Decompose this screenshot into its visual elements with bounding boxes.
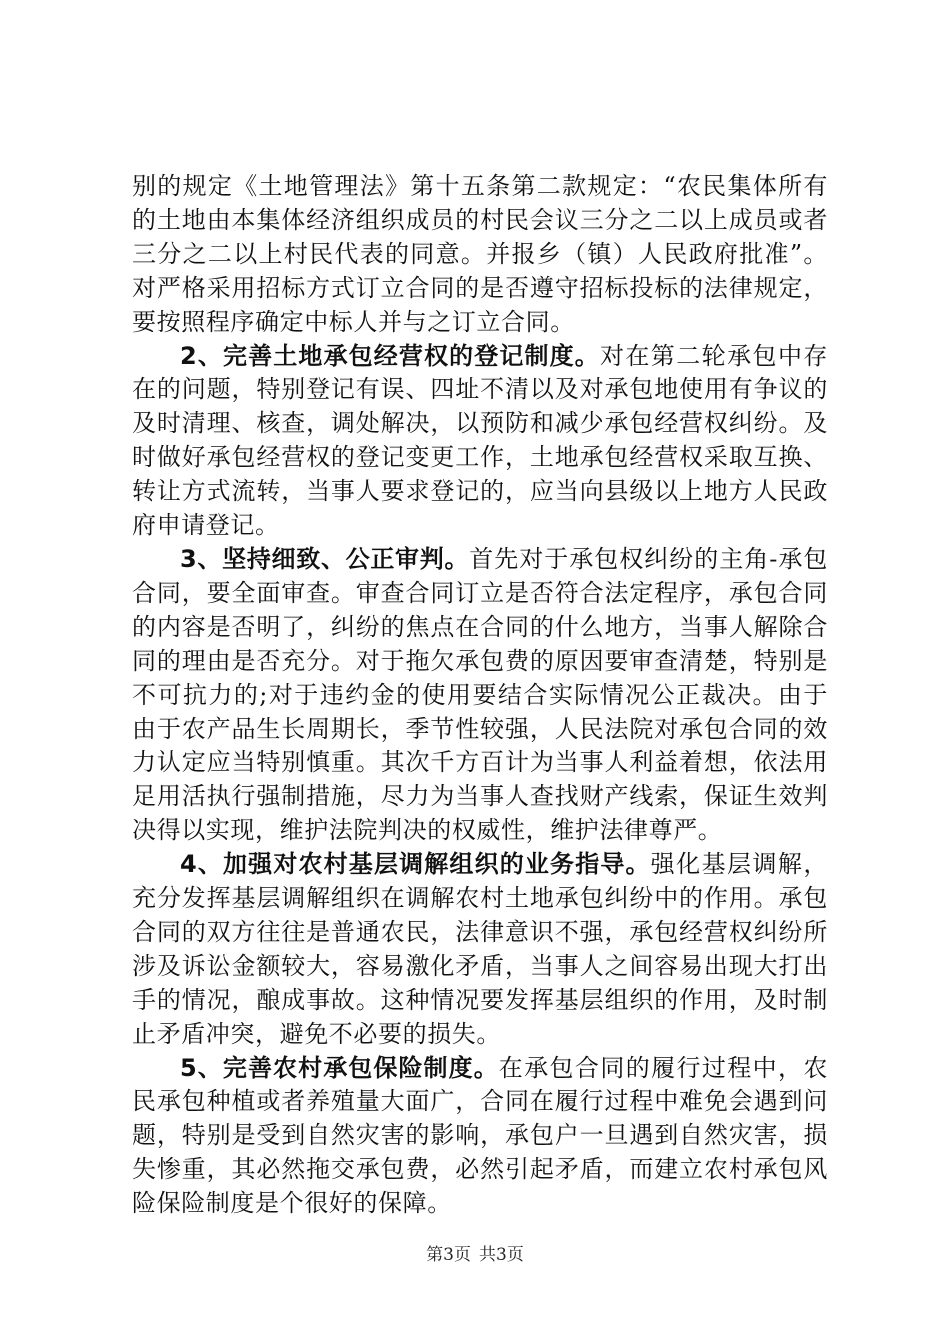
page-total: 共3页 — [479, 1245, 524, 1265]
paragraph-land-registration — [132, 340, 828, 543]
paragraph-body: 在承包合同的履行过程中，农民承包种植或者养殖量大面广，合同在履行过程中难免会遇到问题，特别是受到自然灾害的影响，承包户一旦遇到自然灾害，损失惨重，其必然拖交承包费，必然引起矛盾，而建立农村承包风险保险制度是个很好的保障。 — [132, 1053, 828, 1218]
paragraph-body: 别的规定《土地管理法》第十五条第二款规定：“农民集体所有的土地由本集体经济组织成员的村民会议三分之二以上成员或者三分之二以上村民代表的同意。并报乡（镇）人民政府批准”。对严格采用招标方式订立合同的是否遵守招标投标的法律规定，要按照程序确定中标人并与之订立合同。 — [132, 172, 828, 336]
paragraph-heading: 4、加强对农村基层调解组织的业务指导。 — [180, 850, 651, 879]
paragraph-body: 对在第二轮承包中存在的问题，特别登记有误、四址不清以及对承包地使用有争议的及时清理、核查，调处解决，以预防和减少承包经营权纠纷。及时做好承包经营权的登记变更工作，土地承包经营权采取互换、转让方式流转，当事人要求登记的，应当向县级以上地方人民政府申请登记。 — [132, 341, 828, 540]
paragraph-fair-trial — [132, 543, 828, 848]
paragraph-heading: 5、完善农村承包保险制度。 — [180, 1053, 499, 1082]
paragraph-mediation-guidance — [132, 848, 828, 1051]
paragraph-heading: 2、完善土地承包经营权的登记制度。 — [180, 341, 600, 370]
page-number: 第3页 — [426, 1245, 471, 1265]
paragraph-body: 强化基层调解，充分发挥基层调解组织在调解农村土地承包纠纷中的作用。承包合同的双方往往是普通农民，法律意识不强，承包经营权纠纷所涉及诉讼金额较大，容易激化矛盾，当事人之间容易出现大打出手的情况，酿成事故。这种情况要发挥基层组织的作用，及时制止矛盾冲突，避免不必要的损失。 — [132, 850, 828, 1048]
paragraph-continued — [132, 170, 828, 340]
paragraph-heading: 3、坚持细致、公正审判。 — [180, 544, 470, 573]
paragraph-insurance-system — [132, 1052, 828, 1222]
document-body — [132, 170, 828, 1221]
paragraph-body: 首先对于承包权纠纷的主角-承包合同，要全面审查。审查合同订立是否符合法定程序，承包合同的内容是否明了，纠纷的焦点在合同的什么地方，当事人解除合同的理由是否充分。对于拖欠承包费的原因要审查清楚，特别是不可抗力的;对于违约金的使用要结合实际情况公正裁决。由于由于农产品生长周期长，季节性较强，人民法院对承包合同的效力认定应当特别慎重。其次千方百计为当事人利益着想，依法用足用活执行强制措施，尽力为当事人查找财产线索，保证生效判决得以实现，维护法院判决的权威性，维护法律尊严。 — [132, 544, 828, 845]
page-footer — [0, 1240, 950, 1265]
